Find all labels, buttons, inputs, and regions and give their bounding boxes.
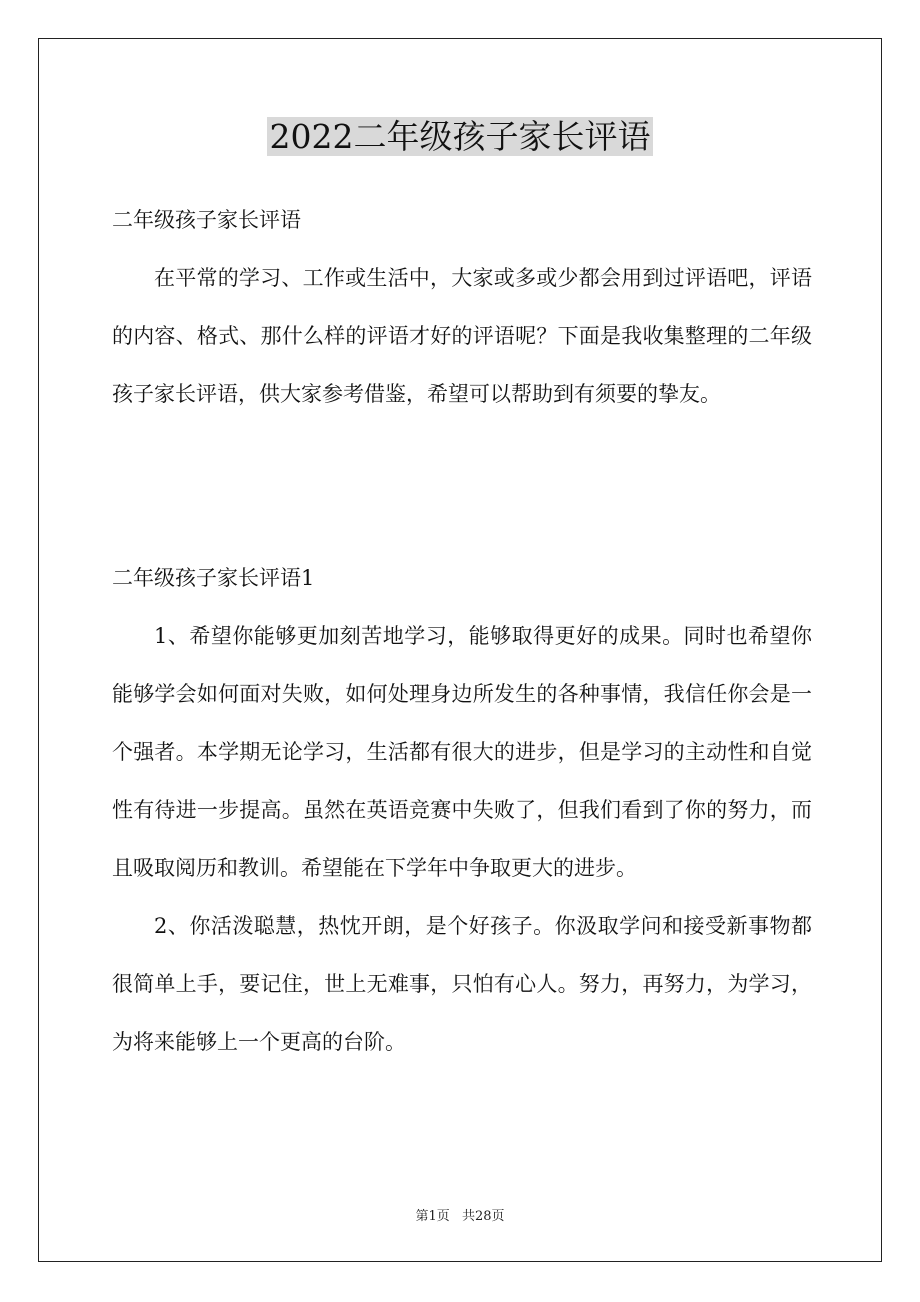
page-number: 第1页 — [415, 1209, 450, 1224]
subtitle-block — [112, 191, 812, 249]
intro-block — [112, 249, 812, 423]
document-subtitle: 二年级孩子家长评语 — [112, 208, 301, 232]
page-total: 共28页 — [461, 1209, 505, 1224]
section-1 — [112, 549, 812, 1071]
intro-paragraph: 在平常的学习、工作或生活中，大家或多或少都会用到过评语吧，评语的内容、格式、那什么样的评语才好的评语呢？下面是我收集整理的二年级孩子家长评语，供大家参考借鉴，希望可以帮助到有须要的挚友。 — [112, 266, 812, 406]
document-title-text: 2022二年级孩子家长评语 — [267, 117, 654, 156]
section-heading: 二年级孩子家长评语1 — [112, 566, 315, 590]
document-title — [0, 112, 920, 162]
comment-paragraph-1: 1、希望你能够更加刻苦地学习，能够取得更好的成果。同时也希望你能够学会如何面对失败，如何处理身边所发生的各种事情，我信任你会是一个强者。本学期无论学习，生活都有很大的进步，但是学习的主动性和自觉性有待进一步提高。虽然在英语竞赛中失败了，但我们看到了你的努力，而且吸取阅历和教训。希望能在下学年中争取更大的进步。 — [112, 624, 812, 880]
page-footer — [0, 1205, 920, 1224]
comment-paragraph-2: 2、你活泼聪慧，热忱开朗，是个好孩子。你汲取学问和接受新事物都很简单上手，要记住，世上无难事，只怕有心人。努力，再努力，为学习，为将来能够上一个更高的台阶。 — [112, 914, 812, 1054]
